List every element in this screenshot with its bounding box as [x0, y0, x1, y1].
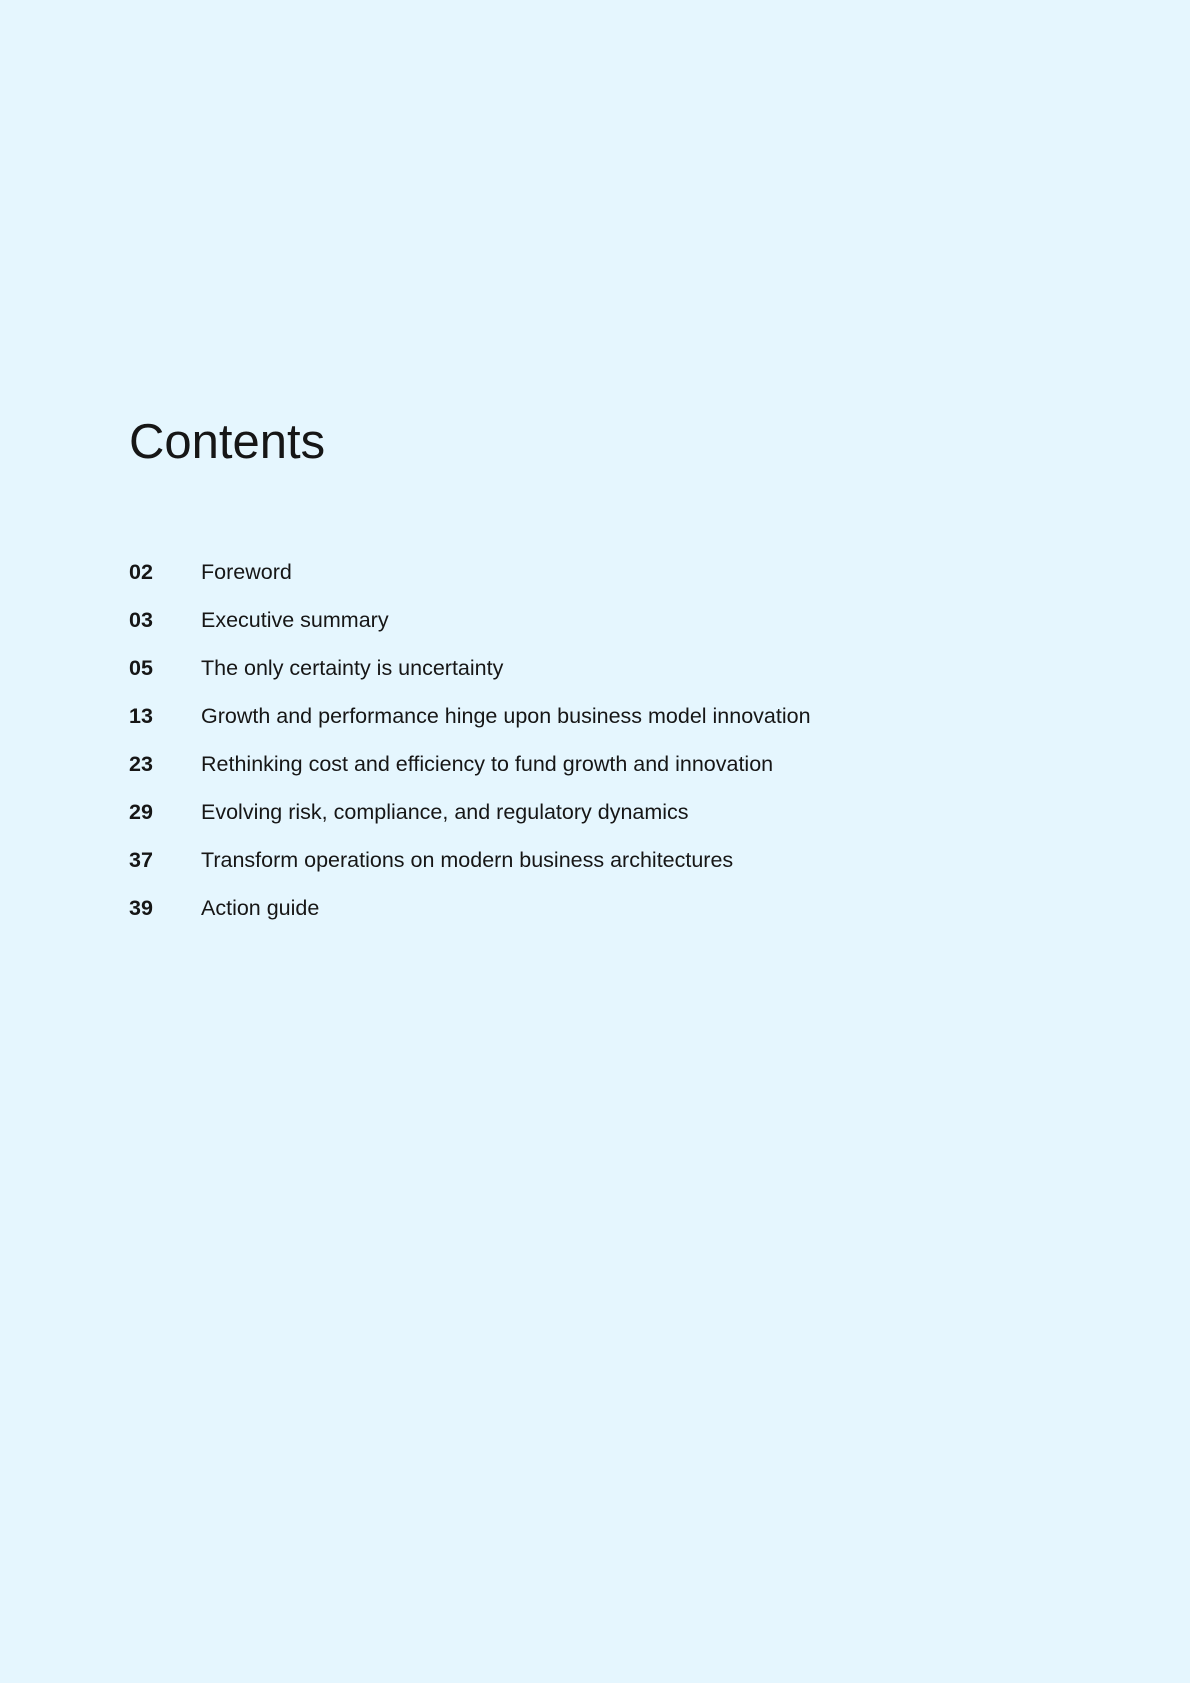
toc-page-number: 13: [129, 704, 153, 728]
page-title: Contents: [129, 415, 326, 469]
toc-page-number: 37: [129, 848, 153, 872]
toc-entry-label: Evolving risk, compliance, and regulatory dynamics: [201, 800, 689, 824]
table-of-contents: [129, 556, 1029, 940]
toc-entry-label: Growth and performance hinge upon business model innovation: [201, 704, 811, 728]
toc-item[interactable]: [129, 604, 1029, 652]
toc-item[interactable]: [129, 652, 1029, 700]
toc-page-number: 03: [129, 608, 153, 632]
toc-page-number: 05: [129, 656, 153, 680]
toc-entry-label: Foreword: [201, 560, 292, 584]
toc-item[interactable]: [129, 844, 1029, 892]
toc-page-number: 02: [129, 560, 153, 584]
toc-entry-label: Transform operations on modern business architectures: [201, 848, 734, 872]
toc-item[interactable]: [129, 700, 1029, 748]
toc-entry-label: Executive summary: [201, 608, 389, 632]
toc-item[interactable]: [129, 556, 1029, 604]
toc-entry-label: Action guide: [201, 896, 320, 920]
toc-item[interactable]: [129, 892, 1029, 940]
toc-page-number: 29: [129, 800, 153, 824]
toc-page-number: 23: [129, 752, 153, 776]
toc-item[interactable]: [129, 796, 1029, 844]
toc-page-number: 39: [129, 896, 153, 920]
toc-entry-label: Rethinking cost and efficiency to fund growth and innovation: [201, 752, 774, 776]
toc-entry-label: The only certainty is uncertainty: [201, 656, 504, 680]
toc-item[interactable]: [129, 748, 1029, 796]
